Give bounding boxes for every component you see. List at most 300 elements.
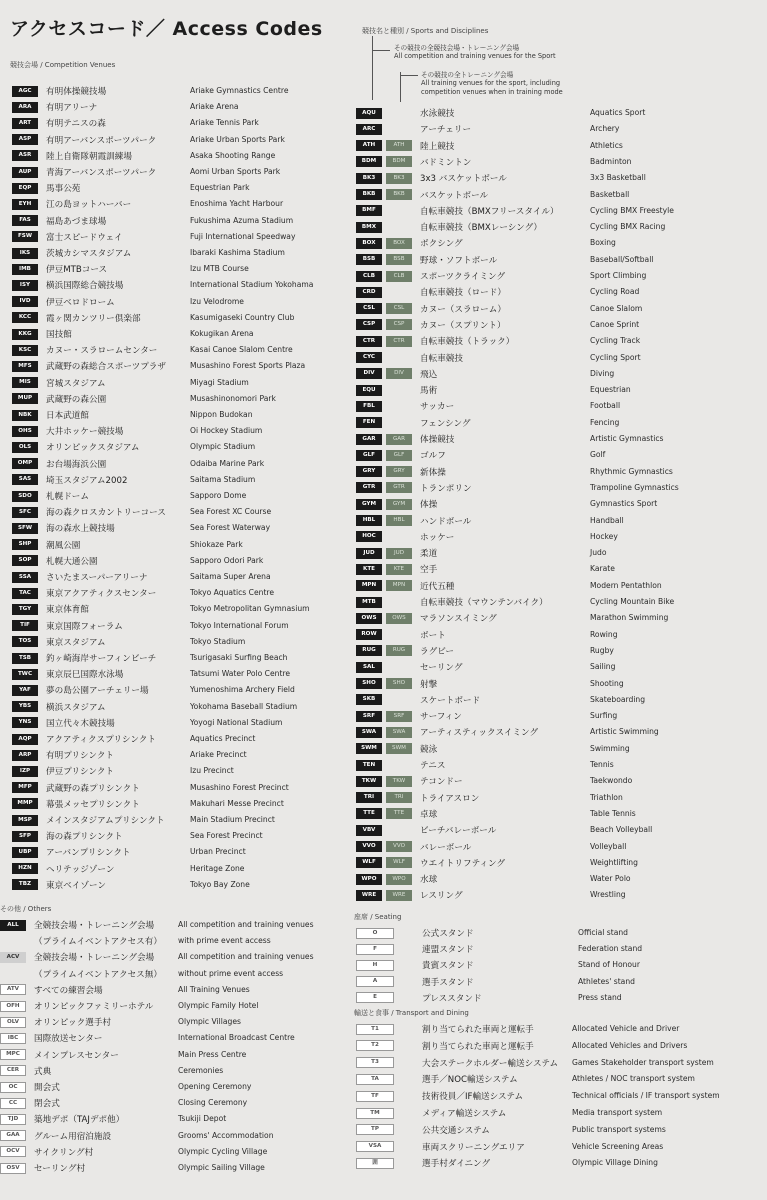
sport-jp-name: トランポリン	[420, 483, 472, 494]
venue-code-badge: ART	[12, 118, 38, 129]
venue-row	[12, 392, 106, 406]
sport-en-name: Beach Volleyball	[590, 825, 653, 835]
other-en-name: All Training Venues	[178, 984, 250, 994]
sport-training-code-badge: SWA	[386, 727, 412, 738]
transport-jp-name: メディア輸送システム	[422, 1109, 507, 1119]
venue-code-badge: SAS	[12, 474, 38, 485]
venue-jp-name: 富士スピードウェイ	[46, 232, 123, 243]
sport-code-badge: BKB	[356, 189, 382, 200]
sport-jp-name: トライアスロン	[420, 793, 480, 804]
transport-jp-name: 技術役員／IF輸送システム	[422, 1092, 524, 1103]
venue-en-name: Tokyo Aquatics Centre	[190, 588, 275, 598]
sport-jp-name: 卓球	[420, 809, 438, 820]
sport-en-name: Sailing	[590, 662, 616, 672]
sport-jp-name: アーチェリー	[420, 125, 472, 136]
venue-en-name: Oi Hockey Stadium	[190, 426, 263, 436]
venue-row	[12, 440, 140, 454]
other-en-name: Grooms' Accommodation	[178, 1130, 274, 1140]
other-code-badge: ATV	[0, 984, 26, 995]
venue-en-name: Yokohama Baseball Stadium	[190, 701, 298, 711]
transport-code-badge: TA	[356, 1074, 394, 1085]
venue-jp-name: お台場海浜公園	[46, 459, 107, 470]
venue-en-name: Nippon Budokan	[190, 410, 253, 419]
sport-code-badge: FEN	[356, 417, 382, 428]
sport-row	[356, 220, 542, 234]
venue-row	[12, 732, 156, 746]
venue-en-name: Tatsumi Water Polo Centre	[190, 669, 291, 679]
venue-code-badge: MIS	[12, 377, 38, 388]
transport-row	[356, 1039, 534, 1053]
sport-training-code-badge: HBL	[386, 515, 412, 526]
seating-en-name: Stand of Honour	[578, 960, 640, 970]
venue-en-name: Izu Precinct	[190, 766, 234, 776]
sport-jp-name: 馬術	[420, 386, 438, 397]
sport-en-name: Boxing	[590, 238, 616, 248]
venue-code-badge: IZP	[12, 766, 38, 777]
seating-jp-name: プレススタンド	[422, 993, 482, 1004]
other-row	[0, 918, 154, 932]
venue-row	[12, 683, 149, 697]
venue-jp-name: 霞ヶ関カンツリー倶楽部	[46, 313, 141, 324]
other-en-name: Olympic Cycling Village	[178, 1146, 268, 1156]
sport-row	[356, 106, 454, 120]
sport-en-name: Judo	[590, 548, 607, 558]
sport-row	[356, 318, 506, 332]
sport-training-code-badge: BK3	[386, 173, 412, 184]
venue-jp-name: ヘリテッジゾーン	[46, 864, 115, 875]
seating-en-name: Federation stand	[578, 944, 643, 954]
transport-jp-name: 割り当てられた車両と運転手	[422, 1041, 534, 1052]
sport-en-name: Karate	[590, 564, 615, 574]
sport-jp-name: ゴルフ	[420, 451, 446, 462]
venue-row	[12, 700, 106, 714]
venue-code-badge: YNS	[12, 717, 38, 728]
venue-code-badge: TAC	[12, 588, 38, 599]
sport-row	[356, 693, 480, 707]
venue-en-name: Izu Velodrome	[190, 296, 244, 306]
venue-code-badge: IMB	[12, 264, 38, 275]
sport-row	[356, 660, 462, 674]
transport-row	[356, 1140, 525, 1154]
legend-line2-en2: competition venues when in training mode	[421, 88, 563, 96]
sport-training-code-badge: TKW	[386, 776, 412, 787]
transport-heading: 輸送と食事 / Transport and Dining	[354, 1009, 469, 1017]
venue-code-badge: SDO	[12, 491, 38, 502]
venue-code-badge: KKG	[12, 329, 38, 340]
seating-heading: 座席 / Seating	[354, 913, 402, 921]
sport-jp-name: 空手	[420, 565, 438, 576]
sport-row	[356, 579, 454, 593]
venue-row	[12, 505, 166, 519]
venue-row	[12, 311, 141, 325]
transport-en-name: Vehicle Screening Areas	[572, 1141, 664, 1151]
venue-en-name: Tokyo Metropolitan Gymnasium	[190, 604, 310, 614]
transport-en-name: Public transport systems	[572, 1124, 666, 1134]
venue-row	[12, 295, 115, 309]
sport-training-code-badge: GTR	[386, 482, 412, 493]
sport-code-badge: WPO	[356, 874, 382, 885]
sport-training-code-badge: WLF	[386, 857, 412, 868]
sport-training-code-badge: MPN	[386, 580, 412, 591]
seating-code-badge: A	[356, 976, 394, 987]
venue-code-badge: YAF	[12, 685, 38, 696]
other-jp-name: グルーム用宿泊施設	[34, 1131, 112, 1142]
venue-row	[12, 408, 89, 422]
sport-en-name: Baseball/Softball	[590, 254, 654, 264]
sport-code-badge: AQU	[356, 108, 382, 119]
venue-jp-name: 伊豆プリシンクト	[46, 767, 115, 778]
venue-row	[12, 602, 89, 616]
seating-row	[356, 975, 474, 989]
seating-en-name: Athletes' stand	[578, 976, 635, 986]
venue-code-badge: ARA	[12, 102, 38, 113]
sport-jp-name: 水球	[420, 875, 438, 886]
venue-en-name: Ariake Arena	[190, 102, 239, 112]
venue-code-badge: IVD	[12, 296, 38, 307]
venue-jp-name: 宮城スタジアム	[46, 378, 106, 389]
other-code-badge: OC	[0, 1082, 26, 1093]
venue-en-name: Musashinonomori Park	[190, 393, 276, 403]
venue-code-badge: NBK	[12, 410, 38, 421]
transport-en-name: Games Stakeholder transport system	[572, 1057, 714, 1067]
sport-jp-name: テニス	[420, 761, 446, 771]
other-en-name: Closing Ceremony	[178, 1098, 248, 1108]
venue-jp-name: 埼玉スタジアム2002	[46, 475, 128, 486]
sport-row	[356, 758, 445, 772]
sport-jp-name: ホッケー	[420, 532, 455, 543]
sport-training-code-badge: CSL	[386, 303, 412, 314]
legend-line1-jp: その競技の全競技会場・トレーニング会場	[394, 44, 520, 52]
sport-code-badge: MPN	[356, 580, 382, 591]
sport-jp-name: 自転車競技（BMXレーシング）	[420, 223, 543, 234]
sport-code-badge: SWM	[356, 743, 382, 754]
venue-en-name: Ariake Tennis Park	[190, 118, 259, 128]
seating-jp-name: 公式スタンド	[422, 929, 474, 939]
transport-jp-name: 車両スクリーニングエリア	[422, 1142, 525, 1153]
other-code-badge: ALL	[0, 920, 26, 931]
venue-code-badge: KSC	[12, 345, 38, 356]
sport-training-code-badge: BKB	[386, 189, 412, 200]
sport-row	[356, 888, 463, 902]
transport-row	[356, 1022, 534, 1036]
sport-jp-name: 近代五種	[420, 581, 455, 592]
other-jp-name: オリンピック選手村	[34, 1018, 112, 1029]
venue-row	[12, 327, 72, 341]
venue-row	[12, 667, 123, 681]
sport-jp-name: 自転車競技（BMXフリースタイル）	[420, 206, 559, 217]
sport-en-name: 3x3 Basketball	[590, 173, 646, 183]
sport-jp-name: 自転車競技（マウンテンバイク）	[420, 598, 548, 608]
sport-code-badge: MTB	[356, 597, 382, 608]
sport-training-code-badge: RUG	[386, 645, 412, 656]
sport-jp-name: 射撃	[420, 679, 438, 690]
venue-jp-name: 横浜国際総合競技場	[46, 281, 124, 292]
venue-row	[12, 651, 156, 665]
sport-code-badge: HOC	[356, 531, 382, 542]
sport-jp-name: フェンシング	[420, 418, 471, 429]
sport-code-badge: TKW	[356, 776, 382, 787]
venue-en-name: Musashino Forest Sports Plaza	[190, 361, 306, 371]
sport-jp-name: ボクシング	[420, 239, 463, 250]
seating-en-name: Press stand	[578, 992, 622, 1002]
venue-row	[12, 619, 123, 633]
sport-row	[356, 595, 548, 609]
venue-en-name: Sea Forest Precinct	[190, 831, 263, 841]
other-en-name: with prime event access	[178, 936, 271, 946]
transport-jp-name: 大会ステークホルダー輸送システム	[422, 1058, 559, 1069]
venue-en-name: Sapporo Dome	[190, 491, 247, 500]
venue-jp-name: 有明プリシンクト	[46, 751, 115, 762]
venue-code-badge: ASR	[12, 150, 38, 161]
venue-en-name: Saitama Super Arena	[190, 572, 271, 581]
venue-code-badge: SFW	[12, 523, 38, 534]
venue-jp-name: アーバンプリシンクト	[46, 848, 131, 859]
sport-row	[356, 204, 559, 218]
venue-en-name: Equestrian Park	[190, 183, 250, 193]
venue-code-badge: MSP	[12, 815, 38, 826]
sport-jp-name: ウエイトリフティング	[420, 858, 506, 869]
venue-jp-name: 札幌ドーム	[46, 492, 89, 502]
venue-row	[12, 635, 106, 649]
sport-en-name: Volleyball	[590, 841, 627, 851]
venue-code-badge: ASP	[12, 134, 38, 145]
others-heading: その他 / Others	[0, 905, 52, 913]
transport-code-badge: T2	[356, 1040, 394, 1051]
venue-jp-name: 武蔵野の森公園	[46, 394, 107, 405]
sport-en-name: Triathlon	[590, 792, 623, 802]
venue-en-name: Kasai Canoe Slalom Centre	[190, 345, 293, 355]
seating-row	[356, 958, 474, 972]
other-en-name: Olympic Family Hotel	[178, 1001, 259, 1010]
sport-jp-name: 陸上競技	[420, 141, 455, 152]
venue-code-badge: SOP	[12, 555, 38, 566]
sport-row	[356, 465, 446, 479]
venue-en-name: Fukushima Azuma Stadium	[190, 215, 294, 225]
venue-code-badge: OHS	[12, 426, 38, 437]
sport-jp-name: 野球・ソフトボール	[420, 255, 498, 266]
sport-training-code-badge: TRI	[386, 792, 412, 803]
sport-en-name: Artistic Swimming	[590, 727, 659, 737]
venue-jp-name: メインスタジアムプリシンクト	[46, 816, 165, 826]
sport-jp-name: 3x3 バスケットボール	[420, 174, 507, 185]
venue-row	[12, 845, 131, 859]
sport-en-name: Weightlifting	[590, 857, 638, 867]
sport-training-code-badge: WRE	[386, 890, 412, 901]
venue-row	[12, 165, 156, 179]
venue-en-name: Olympic Stadium	[190, 442, 256, 452]
sport-row	[356, 677, 437, 691]
sport-jp-name: 水泳競技	[420, 109, 455, 119]
other-en-name: Olympic Sailing Village	[178, 1163, 265, 1172]
sport-jp-name: ビーチバレーボール	[420, 826, 497, 837]
sport-en-name: Tennis	[590, 760, 614, 769]
sport-code-badge: CSP	[356, 319, 382, 330]
venue-row	[12, 181, 80, 195]
other-code-badge: OFH	[0, 1001, 26, 1012]
other-en-name: Main Press Centre	[178, 1049, 247, 1059]
venue-code-badge: FSW	[12, 231, 38, 242]
other-jp-name: メインプレスセンター	[34, 1050, 119, 1061]
other-code-badge: ACV	[0, 952, 26, 963]
sport-code-badge: EQU	[356, 385, 382, 396]
sport-row	[356, 807, 437, 821]
venue-code-badge: TGY	[12, 604, 38, 615]
venue-en-name: Kasumigaseki Country Club	[190, 312, 295, 322]
sport-row	[356, 448, 446, 462]
sport-training-code-badge: SRF	[386, 711, 412, 722]
venue-code-badge: MMP	[12, 798, 38, 809]
venue-row	[12, 84, 106, 98]
legend-line2-jp: その競技の全トレーニング会場	[421, 71, 514, 79]
venue-jp-name: 札幌大通公園	[46, 556, 98, 567]
venue-en-name: Fuji International Speedway	[190, 231, 296, 241]
sport-code-badge: CYC	[356, 352, 382, 363]
venue-row	[12, 197, 131, 211]
other-code-badge: CC	[0, 1098, 26, 1109]
sport-en-name: Skateboarding	[590, 694, 646, 704]
sport-en-name: Swimming	[590, 743, 630, 753]
transport-jp-name: 選手村ダイニング	[422, 1159, 491, 1170]
other-en-name: Ceremonies	[178, 1065, 224, 1075]
venue-en-name: Yumenoshima Archery Field	[190, 685, 295, 695]
venue-code-badge: TSB	[12, 653, 38, 664]
sport-code-badge: CSL	[356, 303, 382, 314]
venue-code-badge: MFS	[12, 361, 38, 372]
sport-en-name: Trampoline Gymnastics	[590, 482, 679, 492]
sport-code-badge: SWA	[356, 727, 382, 738]
sport-code-badge: ROW	[356, 629, 382, 640]
sport-row	[356, 611, 497, 625]
venue-code-badge: EYH	[12, 199, 38, 210]
sport-code-badge: FBL	[356, 401, 382, 412]
sport-en-name: Cycling Mountain Bike	[590, 597, 675, 606]
other-jp-name: オリンピックファミリーホテル	[34, 1002, 154, 1012]
sport-code-badge: WLF	[356, 857, 382, 868]
sport-en-name: Canoe Sprint	[590, 319, 640, 329]
other-jp-name: 閉会式	[34, 1099, 60, 1110]
venue-row	[12, 764, 114, 778]
venue-jp-name: 有明アリーナ	[46, 103, 98, 114]
venue-en-name: Yoyogi National Stadium	[190, 717, 283, 727]
sport-en-name: Cycling BMX Freestyle	[590, 205, 674, 215]
sport-row	[356, 872, 437, 886]
venue-en-name: Ariake Urban Sports Park	[190, 134, 285, 144]
sport-en-name: Shooting	[590, 678, 624, 688]
sport-row	[356, 546, 437, 560]
other-code-badge: GAA	[0, 1130, 26, 1141]
venue-jp-name: さいたまスーパーアリーナ	[46, 573, 148, 583]
sport-jp-name: サッカー	[420, 402, 455, 413]
legend-tick-b	[400, 75, 418, 76]
venue-en-name: Heritage Zone	[190, 863, 245, 873]
venue-row	[12, 797, 140, 811]
transport-code-badge: 囲	[356, 1158, 394, 1169]
venue-jp-name: 大井ホッケー競技場	[46, 427, 124, 438]
sport-code-badge: GYM	[356, 499, 382, 510]
sport-training-code-badge: BDM	[386, 156, 412, 167]
sport-row	[356, 155, 471, 169]
venue-code-badge: YBS	[12, 701, 38, 712]
transport-row	[356, 1056, 558, 1070]
sport-row	[356, 367, 437, 381]
other-code-badge: OSV	[0, 1163, 26, 1174]
venue-jp-name: 福島あづま球場	[46, 216, 107, 227]
venue-row	[12, 116, 106, 130]
sport-code-badge: GLF	[356, 450, 382, 461]
venue-jp-name: 武蔵野の森総合スポーツプラザ	[46, 362, 166, 373]
transport-code-badge: VSA	[356, 1141, 394, 1152]
sport-jp-name: 体操競技	[420, 435, 455, 445]
other-row	[0, 1129, 111, 1143]
other-en-name: Opening Ceremony	[178, 1082, 252, 1091]
other-jp-name: 築地デポ（TAJデポ他）	[34, 1115, 125, 1126]
sport-row	[356, 171, 507, 185]
other-jp-name: 全競技会場・トレーニング会場	[34, 953, 155, 964]
transport-en-name: Allocated Vehicle and Driver	[572, 1024, 680, 1033]
venue-row	[12, 149, 132, 163]
transport-code-badge: T3	[356, 1057, 394, 1068]
venue-code-badge: SFP	[12, 831, 38, 842]
other-code-badge: OCV	[0, 1146, 26, 1157]
other-row	[0, 934, 162, 948]
transport-row	[356, 1156, 490, 1170]
sport-jp-name: マラソンスイミング	[420, 614, 497, 625]
venue-code-badge: SSA	[12, 572, 38, 583]
venue-code-badge: ARP	[12, 750, 38, 761]
sport-jp-name: 体操	[420, 500, 438, 511]
sport-training-code-badge: BOX	[386, 238, 412, 249]
other-row	[0, 1145, 93, 1159]
sport-row	[356, 236, 463, 250]
other-code-badge: OLV	[0, 1017, 26, 1028]
sport-en-name: Diving	[590, 368, 615, 378]
venue-row	[12, 489, 89, 503]
venue-row	[12, 586, 156, 600]
sport-row	[356, 791, 479, 805]
other-row	[0, 1048, 119, 1062]
sport-jp-name: 飛込	[420, 369, 438, 380]
other-row	[0, 1031, 102, 1045]
sport-row	[356, 530, 454, 544]
venue-jp-name: 陸上自衛隊朝霞訓練場	[46, 151, 132, 162]
venue-jp-name: 海の森水上競技場	[46, 524, 115, 535]
transport-code-badge: T1	[356, 1024, 394, 1035]
sport-jp-name: サーフィン	[420, 712, 462, 723]
sport-training-code-badge: SWM	[386, 743, 412, 754]
venue-row	[12, 133, 156, 147]
sport-jp-name: ボート	[420, 630, 446, 641]
sport-training-code-badge: VVO	[386, 841, 412, 852]
sport-code-badge: CLB	[356, 271, 382, 282]
sport-code-badge: BK3	[356, 173, 382, 184]
venue-code-badge: OMP	[12, 458, 38, 469]
venue-en-name: Kokugikan Arena	[190, 329, 254, 338]
seating-en-name: Official stand	[578, 928, 629, 937]
sport-code-badge: CTR	[356, 336, 382, 347]
sport-code-badge: SAL	[356, 662, 382, 673]
other-row	[0, 1161, 85, 1175]
venue-code-badge: AGC	[12, 86, 38, 97]
venue-jp-name: アクアティクスプリシンクト	[46, 735, 156, 745]
other-row	[0, 1096, 60, 1110]
sport-row	[356, 628, 446, 642]
sport-code-badge: CRD	[356, 287, 382, 298]
sport-training-code-badge: GRY	[386, 466, 412, 477]
sport-en-name: Aquatics Sport	[590, 108, 646, 117]
venue-jp-name: 東京辰巳国際水泳場	[46, 670, 124, 681]
sport-jp-name: アーティスティックスイミング	[420, 728, 539, 739]
venue-en-name: Tokyo Stadium	[190, 636, 246, 646]
